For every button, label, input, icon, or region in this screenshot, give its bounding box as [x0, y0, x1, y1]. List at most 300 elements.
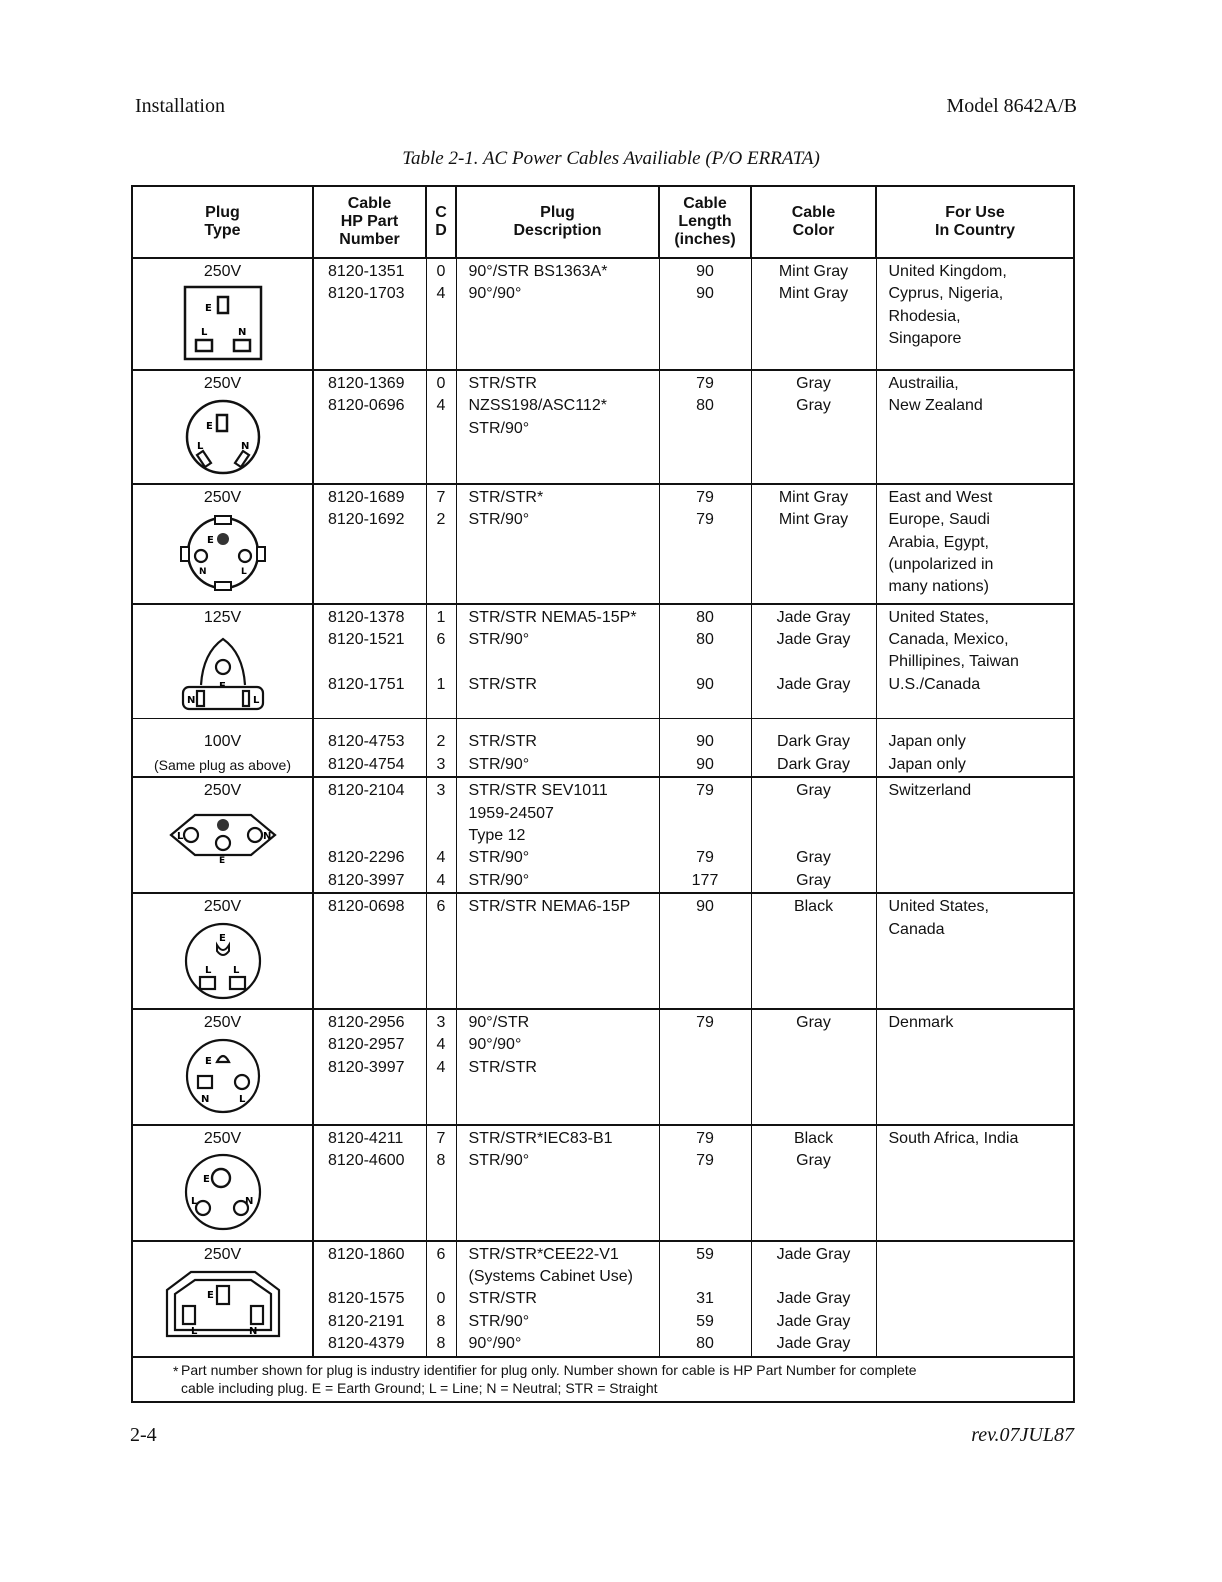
plug-description-line: STR/STR NEMA6-15P: [468, 898, 631, 916]
svg-text:L: L: [252, 695, 259, 707]
plug-description-line: STR/STR: [468, 375, 537, 392]
cable-length-line: [660, 576, 751, 598]
part-number-line: 8120-1689: [328, 488, 405, 506]
svg-text:N: N: [198, 567, 207, 578]
part-number-line: [328, 963, 426, 985]
plug-description-line: [469, 328, 659, 350]
cd-digit-line: 4: [436, 849, 446, 867]
country-line: Japan only: [888, 755, 966, 773]
cable-color-line: Gray: [796, 871, 831, 889]
part-number: [313, 719, 426, 777]
cable-color: [751, 1125, 876, 1241]
cd-digit-line: 8: [436, 1335, 446, 1353]
cd-digit-line: 7: [436, 488, 446, 506]
country-line: [889, 847, 1074, 869]
plug-description-line: 90°/90°: [468, 285, 522, 303]
plug-description-line: [469, 306, 659, 328]
cable-color-line: Gray: [796, 1014, 831, 1032]
cable-length-line: 79: [696, 1129, 714, 1147]
cable-length-line: [660, 1266, 751, 1288]
cable-length-line: 80: [696, 631, 714, 649]
revision-date: rev.07JUL87: [971, 1424, 1074, 1446]
cd-digit-line: 4: [436, 1036, 446, 1054]
table-row: [132, 777, 1074, 893]
cable-color-line: [752, 941, 876, 963]
cd-digit-line: 6: [436, 631, 446, 649]
country-line: Switzerland: [888, 782, 972, 800]
table-row: [132, 604, 1074, 719]
plug-description: [456, 370, 659, 484]
voltage-label: 250V: [203, 1245, 242, 1263]
cd-digit-line: [427, 1195, 456, 1217]
part-number: [313, 777, 426, 893]
cd-digit-line: [427, 418, 456, 440]
cable-length-line: 79: [696, 849, 714, 867]
cable-length-line: 90: [696, 263, 714, 280]
cable-color-line: Jade Gray: [776, 1290, 851, 1308]
cable-color: [751, 1009, 876, 1125]
svg-text:N: N: [200, 1094, 209, 1106]
cable-color-line: Black: [793, 898, 834, 916]
cable-color-line: Gray: [796, 1152, 831, 1170]
header-cable-color: Cable Color: [751, 186, 876, 258]
part-number-line: 8120-4754: [328, 755, 405, 773]
country: [876, 370, 1074, 484]
part-number-line: 8120-0698: [328, 898, 405, 916]
cable-color-line: [752, 440, 876, 462]
country-line: East and West: [888, 488, 993, 506]
country-line: [889, 1034, 1074, 1056]
cd-digit: [426, 1125, 456, 1241]
country-line: [889, 440, 1074, 462]
plug-type-cell: [132, 258, 313, 370]
plug-type-cell: [132, 719, 313, 777]
part-number-line: [328, 1079, 426, 1101]
cd-digit-line: [427, 576, 456, 598]
voltage-label: 250V: [203, 488, 242, 506]
plug-description: [456, 1125, 659, 1241]
part-number: [313, 604, 426, 719]
country-line: (unpolarized in: [888, 555, 994, 573]
cable-length-line: [660, 554, 751, 576]
country-line: [889, 941, 1074, 963]
country-line: Europe, Saudi: [888, 511, 990, 529]
cable-length-line: 59: [696, 1245, 714, 1263]
cd-digit-line: 0: [436, 1290, 446, 1308]
plug-description-line: 1959-24507: [468, 804, 554, 822]
country-line: United States,: [888, 898, 989, 916]
cable-length-line: 90: [696, 733, 714, 751]
svg-text:L: L: [176, 830, 183, 842]
cable-color: [751, 777, 876, 893]
plug-type-cell: [132, 604, 313, 719]
country-line: [889, 418, 1074, 440]
cable-color-line: [752, 1079, 876, 1101]
cable-color-line: [752, 532, 876, 554]
cd-digit: [426, 1009, 456, 1125]
cable-length: [659, 1241, 751, 1357]
country: [876, 777, 1074, 893]
plug-description-line: STR/90°: [468, 511, 530, 529]
plug-type-cell: [132, 484, 313, 604]
plug-description-line: [469, 440, 659, 462]
country: [876, 1241, 1074, 1357]
country: [876, 1009, 1074, 1125]
table-row: [132, 258, 1074, 370]
cable-color-line: [752, 1173, 876, 1195]
part-number-line: 8120-0696: [328, 397, 405, 415]
plug-description: [456, 258, 659, 370]
cd-digit-line: 0: [436, 375, 446, 392]
header-cd: C D: [426, 186, 456, 258]
country-line: Singapore: [888, 330, 962, 348]
header-country: For Use In Country: [876, 186, 1074, 258]
cd-digit-line: 2: [436, 733, 446, 751]
header-plug-description: Plug Description: [456, 186, 659, 258]
cable-length: [659, 484, 751, 604]
country-line: Phillipines, Taiwan: [888, 653, 1019, 671]
cable-length: [659, 1125, 751, 1241]
svg-text:L: L: [200, 327, 207, 339]
voltage-label: 250V: [203, 898, 242, 916]
plug-description: [456, 604, 659, 719]
plug-description-line: STR/STR SEV1011: [468, 782, 608, 800]
country-line: Canada: [888, 920, 945, 938]
cd-digit-line: [427, 1266, 456, 1288]
table-row: [132, 719, 1074, 777]
cable-length-line: 80: [696, 397, 714, 415]
cd-digit-line: [427, 651, 456, 673]
cable-color-line: [752, 963, 876, 985]
cd-digit-line: 3: [436, 1014, 446, 1032]
cd-digit-line: 4: [436, 871, 446, 889]
country-line: [889, 963, 1074, 985]
country-line: [889, 1311, 1074, 1333]
cable-color-line: Dark Gray: [777, 733, 850, 751]
swiss-plug-icon: [133, 805, 312, 872]
cd-digit: [426, 777, 456, 893]
cable-length-line: [660, 418, 751, 440]
table-row: [132, 893, 1074, 1009]
part-number: [313, 484, 426, 604]
cable-length-line: [660, 941, 751, 963]
cd-digit: [426, 370, 456, 484]
cable-color-line: Black: [793, 1129, 834, 1147]
country: [876, 258, 1074, 370]
country: [876, 1125, 1074, 1241]
cable-length-line: [660, 651, 751, 673]
voltage-label: 125V: [203, 608, 242, 626]
cable-length-line: 79: [696, 1152, 714, 1170]
iec-plug-icon: [133, 1268, 312, 1347]
nema6-plug-icon: [133, 921, 312, 1008]
cable-length: [659, 719, 751, 777]
part-number-line: 8120-3997: [328, 1058, 405, 1076]
cable-color-line: [752, 576, 876, 598]
svg-text:L: L: [190, 1326, 197, 1338]
table-caption: Table 2-1. AC Power Cables Availiable (P/O ERRATA): [402, 148, 820, 169]
cd-digit-line: 6: [436, 1245, 446, 1263]
country-line: [889, 1288, 1074, 1310]
svg-text:N: N: [262, 830, 271, 842]
cd-digit-line: [427, 328, 456, 350]
plug-description-line: 90°/90°: [468, 1335, 522, 1353]
part-number-line: [328, 941, 426, 963]
cd-digit-line: [427, 803, 456, 825]
cable-color-line: Mint Gray: [778, 285, 849, 303]
country-line: United Kingdom,: [888, 263, 1007, 280]
plug-description: [456, 1241, 659, 1357]
plug-description-line: STR/90°: [468, 849, 530, 867]
plug-description-line: STR/STR NEMA5-15P*: [468, 608, 637, 626]
part-number-line: [328, 803, 426, 825]
svg-text:E: E: [206, 1290, 214, 1302]
plug-description-line: STR/STR*CEE22-V1: [468, 1245, 619, 1263]
cable-color-line: [752, 328, 876, 350]
plug-description-line: [469, 532, 659, 554]
cable-length: [659, 604, 751, 719]
plug-description-line: [469, 963, 659, 985]
cable-color-line: [752, 306, 876, 328]
cd-digit-line: [427, 554, 456, 576]
cd-digit-line: 3: [436, 755, 446, 773]
plug-description-line: 90°/90°: [468, 1036, 522, 1054]
cd-digit-line: [427, 532, 456, 554]
cable-length-line: 90: [696, 285, 714, 303]
plug-description-line: [469, 1173, 659, 1195]
cable-length: [659, 1009, 751, 1125]
plug-description-line: [469, 651, 659, 673]
plug-description-line: STR/STR: [468, 1290, 537, 1308]
part-number-line: 8120-1369: [328, 375, 405, 392]
plug-description-line: (Systems Cabinet Use): [468, 1268, 633, 1286]
country: [876, 719, 1074, 777]
part-number: [313, 893, 426, 1009]
part-number-line: [328, 328, 426, 350]
plug-description-line: STR/90°: [468, 419, 530, 437]
part-number-line: 8120-1860: [328, 1245, 405, 1263]
country-line: [889, 1195, 1074, 1217]
country: [876, 604, 1074, 719]
country: [876, 484, 1074, 604]
cable-length-line: 90: [696, 898, 714, 916]
cd-digit-line: [427, 941, 456, 963]
cable-color-line: [752, 825, 876, 847]
cable-color-line: [752, 1266, 876, 1288]
cable-color: [751, 258, 876, 370]
cable-color-line: Jade Gray: [776, 1312, 851, 1330]
part-number-line: 8120-4379: [328, 1335, 405, 1353]
svg-text:N: N: [248, 1326, 257, 1338]
plug-type-cell: [132, 1125, 313, 1241]
plug-description-line: Type 12: [468, 827, 526, 845]
south-africa-plug-icon: [133, 1152, 312, 1239]
plug-description-line: [469, 1195, 659, 1217]
plug-description-line: [469, 576, 659, 598]
same-plug-note: (Same plug as above): [154, 756, 291, 773]
cd-digit-line: 4: [436, 285, 446, 303]
country-line: Denmark: [888, 1014, 954, 1032]
cd-digit-line: 3: [436, 782, 446, 800]
cd-digit-line: [427, 825, 456, 847]
plug-description-line: STR/STR*IEC83-B1: [468, 1129, 613, 1147]
country-line: [889, 1266, 1074, 1288]
cable-length: [659, 258, 751, 370]
nema5-plug-icon: [133, 631, 312, 718]
part-number: [313, 1125, 426, 1241]
plug-description-line: STR/90°: [468, 755, 530, 773]
plug-description-line: 90°/STR: [468, 1014, 530, 1032]
plug-type-cell: [132, 777, 313, 893]
cable-color-line: Mint Gray: [778, 488, 849, 506]
cable-length-line: 79: [696, 1014, 714, 1032]
part-number-line: [328, 554, 426, 576]
plug-description: [456, 484, 659, 604]
svg-text:L: L: [238, 1094, 245, 1106]
cable-color: [751, 893, 876, 1009]
plug-description-line: STR/90°: [468, 871, 530, 889]
part-number-line: 8120-4600: [328, 1152, 405, 1170]
country-line: [889, 870, 1074, 892]
plug-type-cell: [132, 370, 313, 484]
country-line: Rhodesia,: [888, 307, 961, 325]
cable-color-line: Jade Gray: [776, 1245, 851, 1263]
voltage-label: 250V: [203, 1129, 242, 1147]
cable-color: [751, 604, 876, 719]
country-line: Cyprus, Nigeria,: [888, 285, 1004, 303]
svg-text:L: L: [240, 567, 247, 578]
svg-text:L: L: [196, 441, 203, 453]
table-row: [132, 370, 1074, 484]
country-line: [889, 1150, 1074, 1172]
voltage-label: 250V: [203, 782, 242, 800]
cd-digit-line: [427, 306, 456, 328]
svg-text:E: E: [205, 421, 213, 433]
part-number: [313, 1009, 426, 1125]
cd-digit: [426, 1241, 456, 1357]
cable-length-line: [660, 1034, 751, 1056]
uk-plug-icon: [133, 285, 312, 368]
cable-color-line: [752, 1195, 876, 1217]
cable-length-line: [660, 1079, 751, 1101]
cable-length-line: [660, 328, 751, 350]
cd-digit: [426, 893, 456, 1009]
cable-color-line: Gray: [796, 375, 831, 392]
cd-digit: [426, 258, 456, 370]
plug-description-line: STR/STR: [468, 1058, 537, 1076]
part-number-line: [328, 532, 426, 554]
plug-description-line: STR/90°: [468, 631, 530, 649]
cable-color-line: Jade Gray: [776, 631, 851, 649]
cable-length: [659, 370, 751, 484]
cable-length-line: 79: [696, 375, 714, 392]
cable-color-line: Dark Gray: [777, 755, 850, 773]
part-number: [313, 1241, 426, 1357]
plug-description-line: [469, 941, 659, 963]
cable-color-line: [752, 1057, 876, 1079]
cd-digit-line: 2: [436, 511, 446, 529]
cd-digit: [426, 719, 456, 777]
cable-length-line: 177: [691, 871, 719, 889]
part-number-line: 8120-2191: [328, 1312, 405, 1330]
cd-digit-line: 8: [436, 1152, 446, 1170]
plug-description-line: [469, 554, 659, 576]
cable-color-line: [752, 554, 876, 576]
cable-color-line: Mint Gray: [778, 263, 849, 280]
part-number-line: [328, 919, 426, 941]
svg-text:N: N: [240, 441, 249, 453]
cable-length-line: [660, 1173, 751, 1195]
plug-description-line: 90°/STR BS1363A*: [468, 263, 608, 280]
cable-color: [751, 370, 876, 484]
part-number-line: [328, 1195, 426, 1217]
cable-length: [659, 777, 751, 893]
svg-text:L: L: [232, 964, 239, 976]
plug-description: [456, 719, 659, 777]
part-number-line: [328, 651, 426, 673]
svg-text:E: E: [218, 932, 226, 944]
country-line: United States,: [888, 608, 989, 626]
australia-plug-icon: [133, 397, 312, 482]
europe-plug-icon: [133, 511, 312, 602]
cable-color-line: [752, 651, 876, 673]
cd-digit-line: 1: [436, 675, 446, 693]
svg-text:E: E: [202, 1174, 210, 1186]
header-cable-length: Cable Length (inches): [659, 186, 751, 258]
part-number: [313, 258, 426, 370]
svg-text:N: N: [244, 1196, 253, 1208]
part-number-line: [328, 440, 426, 462]
voltage-label: 250V: [203, 263, 242, 280]
plug-description-line: NZSS198/ASC112*: [468, 397, 607, 415]
running-header-section: Installation: [135, 95, 225, 117]
cable-length-line: 31: [696, 1290, 714, 1308]
cable-length-line: [660, 919, 751, 941]
cd-digit-line: [427, 1079, 456, 1101]
plug-description-line: STR/STR: [468, 733, 537, 751]
part-number-line: 8120-2296: [328, 849, 405, 867]
cd-digit-line: 4: [436, 397, 446, 415]
plug-description: [456, 893, 659, 1009]
running-header-model: Model 8642A/B: [946, 95, 1077, 117]
cable-color-line: [752, 1034, 876, 1056]
cable-color-line: Gray: [796, 782, 831, 800]
cable-length: [659, 893, 751, 1009]
voltage-label: 250V: [203, 375, 242, 392]
svg-text:L: L: [204, 964, 211, 976]
part-number: [313, 370, 426, 484]
plug-description-line: STR/STR*: [468, 488, 544, 506]
cable-color-line: Mint Gray: [778, 511, 849, 529]
part-number-line: [328, 576, 426, 598]
voltage-label: 100V: [203, 733, 242, 751]
plug-description: [456, 777, 659, 893]
country-line: Arabia, Egypt,: [888, 533, 989, 551]
part-number-line: 8120-1521: [328, 631, 405, 649]
country: [876, 893, 1074, 1009]
country-line: U.S./Canada: [888, 675, 981, 693]
cable-length-line: [660, 306, 751, 328]
plug-description: [456, 1009, 659, 1125]
country-line: [889, 1244, 1074, 1266]
header-plug-type: Plug Type: [132, 186, 313, 258]
country-line: [889, 825, 1074, 847]
cable-color-line: Jade Gray: [776, 608, 851, 626]
svg-text:E: E: [204, 303, 212, 315]
plug-description-line: STR/STR: [468, 675, 537, 693]
cd-digit: [426, 604, 456, 719]
cable-length-line: [660, 440, 751, 462]
